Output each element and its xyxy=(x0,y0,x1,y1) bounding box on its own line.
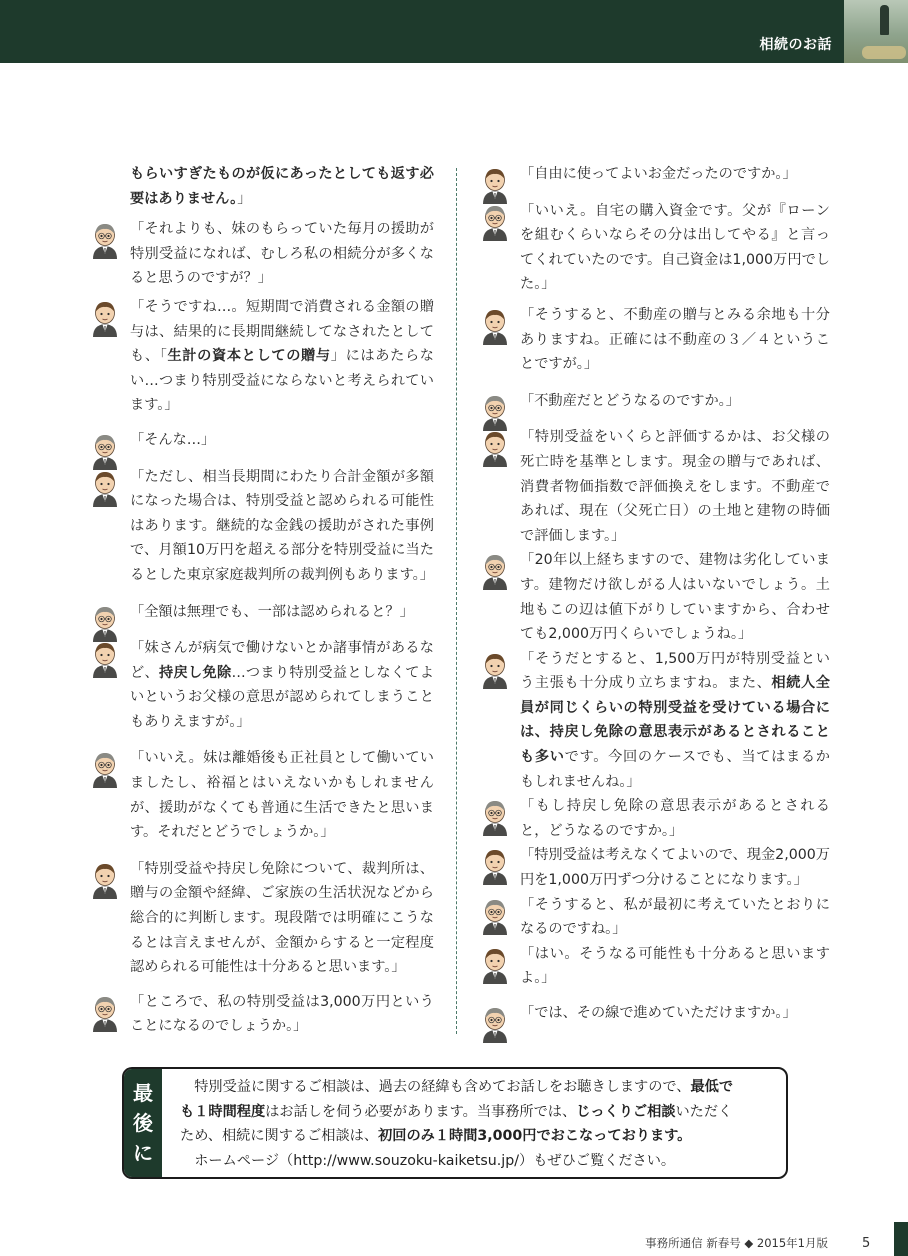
left-column xyxy=(90,162,434,1039)
dialogue-span: です。今回のケースでも、当てはまるかもしれませんね。」 xyxy=(520,749,830,790)
dialogue-entry xyxy=(480,199,830,297)
dialogue-entry xyxy=(90,636,434,734)
dialogue-span: 「そうすると、私が最初に考えていたとおりになるのですね。」 xyxy=(520,896,830,938)
dialogue-span: 「いいえ。自宅の購入資金です。父が『ローンを組むくらいならその分は出してやる』と言ってくれていたのです。自己資金は1,000万円でした。」 xyxy=(520,202,830,293)
dialogue-span: 「そうすると、不動産の贈与とみる余地も十分ありますね。正確には不動産の３／４ということですが。」 xyxy=(520,306,830,373)
dialogue-entry xyxy=(480,843,830,892)
notice-tab-label xyxy=(124,1069,162,1177)
notice-text: いただく xyxy=(675,1103,733,1120)
dialogue-entry xyxy=(480,162,830,187)
notice-emphasis: 初回のみ１時間3,000円でおこなっております。 xyxy=(378,1128,692,1144)
dialogue-entry xyxy=(480,425,830,548)
dialogue-text xyxy=(130,162,434,211)
dialogue-span: 「ただし、相当長期間にわたり合計金額が多額になった場合は、特別受益と認められる可能性はあります。継続的な金銭の援助がされた事例で、月額10万円を超える部分を特別受益に当たるとした東京家庭裁判所の裁判例もあります。」 xyxy=(130,468,434,583)
notice-line xyxy=(180,1124,772,1149)
client-avatar-icon xyxy=(480,552,510,590)
dialogue-entry xyxy=(90,465,434,588)
dialogue-entry xyxy=(480,303,830,377)
dialogue-entry xyxy=(480,942,830,991)
notice-tab-char: 最 xyxy=(133,1081,153,1105)
dialogue-entry xyxy=(90,600,434,625)
column-divider xyxy=(456,168,457,1034)
dialogue-entry xyxy=(480,647,830,795)
dialogue-span: 「特別受益や持戻し免除について、裁判所は、贈与の金額や経緯、ご家族の生活状況などから総合的に判断します。現段階では明確にこうなるとは言えませんが、金額からすると一定程度認められる可能性は十分あると思います。」 xyxy=(130,860,434,976)
header-bar xyxy=(0,0,908,63)
client-avatar-icon xyxy=(90,994,120,1032)
dialogue-entry xyxy=(480,794,830,843)
dialogue-entry xyxy=(90,428,434,453)
notice-body xyxy=(180,1075,772,1173)
dialogue-span: 「そんな…」 xyxy=(130,431,216,448)
dialogue-span: 「そうだとすると、1,500万円が特別受益という主張も十分成り立ちますね。また、 xyxy=(520,650,830,692)
emphasis-text: もらいすぎたものが仮にあったとしても返す必要はありません。 xyxy=(130,166,434,207)
advisor-avatar-icon xyxy=(90,861,120,899)
dialogue-span: 「自由に使ってよいお金だったのですか。」 xyxy=(520,166,797,182)
dialogue-span: 「もし持戻し免除の意思表示があるとされると，どうなるのですか。」 xyxy=(520,798,830,839)
dialogue-entry xyxy=(480,548,830,646)
dialogue-text xyxy=(520,199,830,297)
advisor-avatar-icon xyxy=(480,651,510,689)
dialogue-span: 「20年以上経ちますので、建物は劣化しています。建物だけ欲しがる人はいないでしょう。土地もこの辺は値下がりしていますから、合わせても2,000万円くらいでしょうね。」 xyxy=(520,552,830,643)
advisor-avatar-icon xyxy=(90,299,120,337)
closing-notice-box xyxy=(122,1067,788,1179)
dialogue-span: …つまり特別受益としなくてよいというお父様の意思が認められてしまうこともありえますが。」 xyxy=(130,664,434,730)
dialogue-text xyxy=(130,990,434,1039)
dialogue-text xyxy=(130,295,434,418)
dialogue-text xyxy=(520,425,830,548)
dialogue-span: 「不動産だとどうなるのですか。」 xyxy=(520,392,740,409)
dialogue-span: 「特別受益をいくらと評価するかは、お父様の死亡時を基準とします。現金の贈与であれば、消費者物価指数で評価換えをします。不動産であれば、現在（父死亡日）の土地と建物の時価で評価します。」 xyxy=(520,429,830,544)
dialogue-entry xyxy=(480,893,830,942)
client-avatar-icon xyxy=(480,203,510,241)
coins-icon xyxy=(862,46,906,59)
dialogue-text xyxy=(520,389,830,414)
advisor-avatar-icon xyxy=(90,640,120,678)
dialogue-span: 「いいえ。妹は離婚後も正社員として働いていましたし、裕福とはいえないかもしれませんが、援助がなくても普通に生活できたと思います。それだとどうでしょうか。」 xyxy=(130,750,434,841)
right-column xyxy=(480,162,830,1026)
dialogue-text xyxy=(130,746,434,844)
advisor-avatar-icon xyxy=(90,469,120,507)
dialogue-span: 」 xyxy=(237,190,252,207)
section-title: 相続のお話 xyxy=(759,37,832,53)
client-avatar-icon xyxy=(90,221,120,259)
advisor-avatar-icon xyxy=(480,429,510,467)
dialogue-entry xyxy=(90,746,434,844)
dialogue-span: 「ところで、私の特別受益は3,000万円ということになるのでしょうか。」 xyxy=(130,993,434,1035)
notice-emphasis: じっくりご相談 xyxy=(576,1103,676,1120)
dialogue-text xyxy=(520,303,830,377)
dialogue-span: 」にはあたらない…つまり特別受益にならないと考えられています。」 xyxy=(130,348,434,414)
notice-tab-char: 後 xyxy=(133,1111,153,1135)
dialogue-span: 「それよりも、妹のもらっていた毎月の援助が特別受益になれば、むしろ私の相続分が多くなると思うのですが？」 xyxy=(130,221,434,287)
dialogue-text xyxy=(520,1001,830,1026)
businessman-figure-icon xyxy=(880,5,889,35)
dialogue-text xyxy=(130,600,434,625)
dialogue-entry xyxy=(480,1001,830,1026)
dialogue-text xyxy=(130,857,434,980)
dialogue-text xyxy=(130,636,434,734)
dialogue-entry xyxy=(90,295,434,418)
advisor-avatar-icon xyxy=(480,307,510,345)
dialogue-span: 「そうですね…。短期間で消費される金額の贈与は、結果的に長期間継続してなされたとしても、「 xyxy=(130,298,434,365)
dialogue-text xyxy=(520,843,830,892)
publication-footer: 事務所通信 新春号 ◆ 2015年1月版 xyxy=(645,1236,828,1250)
client-avatar-icon xyxy=(480,897,510,935)
client-avatar-icon xyxy=(480,798,510,836)
notice-text: ため、相続に関するご相談は、 xyxy=(180,1128,379,1144)
client-avatar-icon xyxy=(480,1005,510,1043)
dialogue-text xyxy=(520,647,830,795)
dialogue-entry xyxy=(90,217,434,291)
emphasis-text: 持戻し免除 xyxy=(158,664,232,681)
emphasis-text: 生計の資本としての贈与 xyxy=(167,348,331,365)
emphasis-text: 相続人全員が同じくらいの特別受益を受けている場合には、持戻し免除の意思表示があるとされることも多い xyxy=(520,675,830,766)
advisor-avatar-icon xyxy=(480,946,510,984)
dialogue-span: 「はい。そうなる可能性も十分あると思いますよ。」 xyxy=(520,945,830,987)
page-edge-tab xyxy=(894,1222,908,1256)
dialogue-span: 「妹さんが病気で働けないとか諸事情があるなど、 xyxy=(130,640,434,681)
dialogue-span: 「では、その線で進めていただけますか。」 xyxy=(520,1005,797,1021)
dialogue-text xyxy=(130,465,434,588)
dialogue-text xyxy=(520,162,830,187)
dialogue-entry xyxy=(90,990,434,1039)
dialogue-text xyxy=(520,893,830,942)
dialogue-entry xyxy=(90,857,434,980)
notice-line xyxy=(180,1075,772,1100)
dialogue-entry xyxy=(480,389,830,414)
dialogue-span: 「特別受益は考えなくてよいので、現金2,000万円を1,000万円ずつ分けることになります。」 xyxy=(520,847,830,889)
notice-emphasis: も１時間程度 xyxy=(180,1103,266,1120)
dialogue-text xyxy=(130,217,434,291)
page-number: 5 xyxy=(862,1236,871,1251)
notice-text: ホームページ（http://www.souzoku-kaiketsu.jp/）もぜひご覧ください。 xyxy=(180,1152,676,1169)
dialogue-text xyxy=(130,428,434,453)
dialogue-span: 「全額は無理でも、一部は認められると？」 xyxy=(130,603,414,620)
dialogue-text xyxy=(520,794,830,843)
dialogue-entry xyxy=(90,162,434,211)
notice-line xyxy=(180,1100,772,1125)
notice-text: 特別受益に関するご相談は、過去の経緯も含めてお話しをお聴きしますので、 xyxy=(180,1079,691,1095)
dialogue-text xyxy=(520,548,830,646)
notice-text: はお話しを伺う必要があります。当事務所では、 xyxy=(265,1103,577,1120)
notice-tab-char: に xyxy=(133,1141,153,1165)
notice-emphasis: 最低で xyxy=(690,1079,734,1095)
header-photo xyxy=(844,0,908,63)
client-avatar-icon xyxy=(90,750,120,788)
notice-line xyxy=(180,1149,772,1174)
advisor-avatar-icon xyxy=(480,847,510,885)
dialogue-text xyxy=(520,942,830,991)
